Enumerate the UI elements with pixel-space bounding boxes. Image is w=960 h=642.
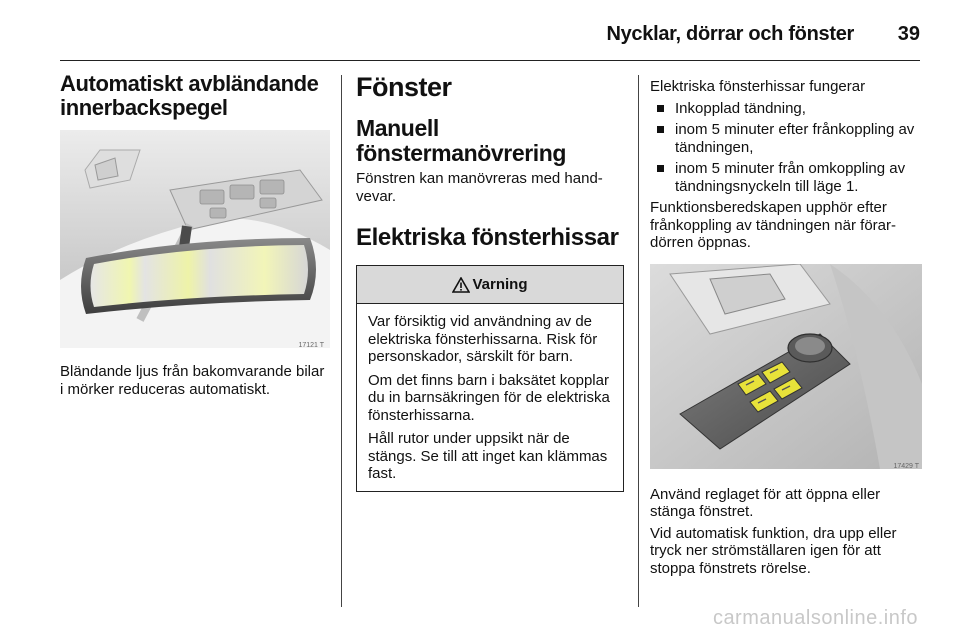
warning-body [357, 304, 623, 491]
column-windows [356, 72, 624, 492]
list-item: inom 5 minuter efter frånkoppling av tändningen, [650, 121, 925, 156]
page-header [60, 20, 920, 61]
section-heading-mirror: Automatiskt avbländande innerbackspegel [60, 71, 319, 120]
warning-paragraph: Håll rutor under uppsikt när de stängs. Se till att inget kan klämmas fast. [368, 430, 608, 482]
subheading-manual: Manuell fönstermanövrering [356, 115, 567, 166]
warning-triangle-icon [452, 277, 470, 293]
automatic-text: Vid automatisk funktion, dra upp eller tryck ner strömställaren igen för att stoppa fönstrets rörelse. [650, 524, 897, 577]
warning-title: Varning [472, 276, 528, 293]
subheading-electric: Elektriska fönsterhissar [356, 224, 619, 251]
mirror-description: Bländande ljus från bakomvarande bilar i mörker reduceras automatiskt. [60, 363, 325, 398]
page-number: 39 [897, 23, 920, 45]
warning-paragraph: Var försiktig vid användning av de elektriska fönsterhissarna. Risk för personskador, särskilt för barn. [368, 313, 598, 365]
intro-text: Elektriska fönsterhissar fungerar [650, 78, 866, 95]
watermark: carmanualsonline.info [712, 607, 918, 629]
readiness-text: Funktionsberedskapen upphör efter frånkoppling av tändningen när förardörren öppnas. [650, 199, 896, 251]
column-divider [341, 75, 342, 607]
window-switch-illustration [650, 264, 925, 474]
bullet-square-icon [657, 126, 664, 133]
warning-box [356, 265, 624, 492]
column-divider [638, 75, 639, 607]
image-code: 17429 T [893, 462, 919, 470]
bullet-square-icon [657, 105, 664, 112]
manual-text: Fönstren kan manövreras med handvevar. [356, 170, 603, 205]
usage-text: Använd reglaget för att öppna eller stänga fönstret. [650, 485, 881, 520]
warning-header [357, 266, 623, 304]
rearview-mirror-image [60, 130, 330, 348]
section-heading-windows: Fönster [356, 72, 452, 102]
list-item: Inkopplad tändning, [650, 100, 925, 118]
condition-list [650, 100, 925, 196]
list-item: inom 5 minuter från omkoppling av tändningsnyckeln till läge 1. [650, 160, 925, 195]
mirror-illustration [60, 130, 330, 353]
header-title: Nycklar, dörrar och fönster [606, 23, 854, 45]
bullet-square-icon [657, 165, 664, 172]
column-electric-windows [650, 72, 925, 577]
image-code: 17121 T [298, 342, 324, 349]
warning-paragraph: Om det finns barn i baksätet kopplar du in barnsäkringen för de elektriska fönsterhissarna. [368, 371, 610, 424]
column-mirror [60, 72, 330, 398]
window-switch-image [650, 264, 922, 469]
